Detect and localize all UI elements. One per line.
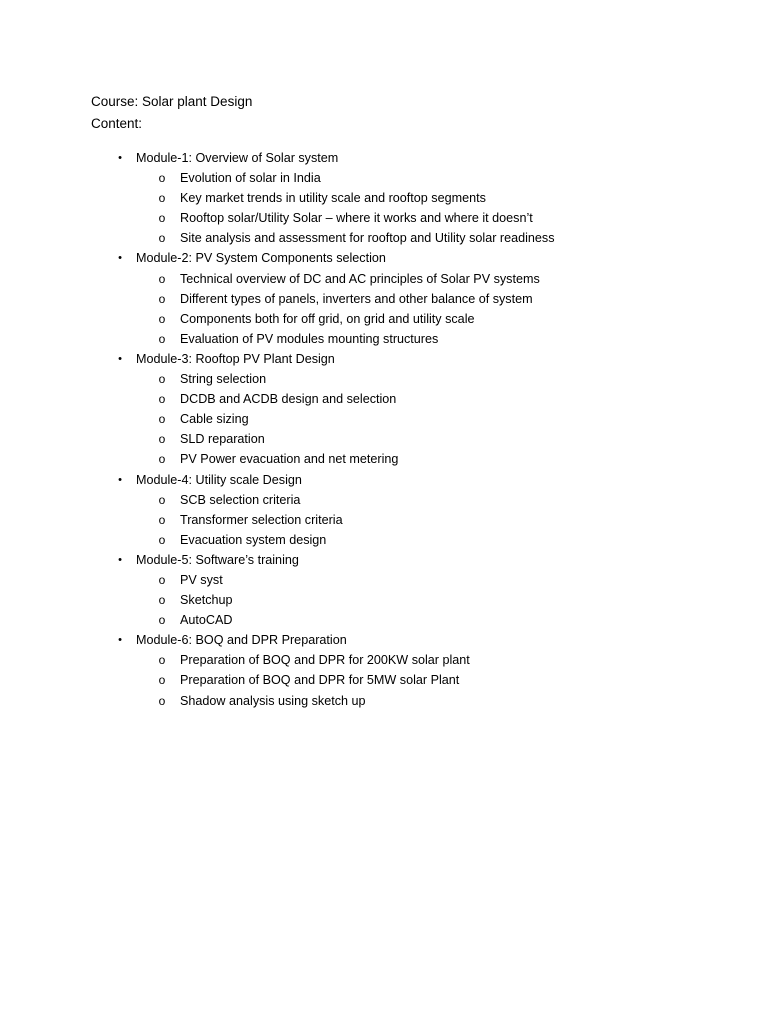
topic-label: PV syst — [180, 572, 223, 587]
topic-label: Technical overview of DC and AC principles of Solar PV systems — [180, 271, 540, 286]
circle-bullet-icon: o — [158, 392, 166, 407]
topic-item — [0, 269, 768, 289]
topic-label: Evaluation of PV modules mounting structures — [180, 331, 439, 346]
topic-label: Sketchup — [180, 593, 233, 608]
circle-bullet-icon: o — [158, 331, 166, 346]
topic-item — [0, 168, 768, 188]
topic-label: String selection — [180, 372, 267, 387]
topic-item — [0, 449, 768, 469]
topic-item — [0, 490, 768, 510]
module-item — [0, 470, 768, 490]
topic-label: Preparation of BOQ and DPR for 5MW solar Plant — [180, 673, 460, 688]
topic-item — [0, 369, 768, 389]
circle-bullet-icon: o — [158, 231, 166, 246]
circle-bullet-icon: o — [158, 572, 166, 587]
circle-bullet-icon: o — [158, 412, 166, 427]
module-outline — [0, 148, 768, 711]
topic-item — [0, 691, 768, 711]
circle-bullet-icon: o — [158, 693, 166, 708]
circle-bullet-icon: o — [158, 593, 166, 608]
module-title: Module-4: Utility scale Design — [136, 472, 302, 487]
topic-item — [0, 309, 768, 329]
bullet-icon: • — [118, 352, 122, 365]
topic-item — [0, 228, 768, 248]
module-item — [0, 349, 768, 369]
topic-label: Components both for off grid, on grid and utility scale — [180, 311, 475, 326]
circle-bullet-icon: o — [158, 492, 166, 507]
topic-label: Different types of panels, inverters and other balance of system — [180, 291, 533, 306]
module-item — [0, 630, 768, 650]
topic-item — [0, 650, 768, 670]
circle-bullet-icon: o — [158, 613, 166, 628]
topic-label: Cable sizing — [180, 412, 249, 427]
circle-bullet-icon: o — [158, 653, 166, 668]
module-title: Module-5: Software’s training — [136, 552, 299, 567]
topic-item — [0, 409, 768, 429]
topic-label: Transformer selection criteria — [180, 512, 343, 527]
topic-label: Rooftop solar/Utility Solar – where it works and where it doesn’t — [180, 211, 533, 226]
topic-item — [0, 670, 768, 690]
topic-item — [0, 610, 768, 630]
topic-item — [0, 530, 768, 550]
topic-label: Site analysis and assessment for rooftop and Utility solar readiness — [180, 231, 555, 246]
circle-bullet-icon: o — [158, 673, 166, 688]
bullet-icon: • — [118, 152, 122, 164]
topic-label: SLD reparation — [180, 432, 265, 447]
topic-label: DCDB and ACDB design and selection — [180, 392, 397, 407]
module-title: Module-2: PV System Components selection — [136, 251, 386, 266]
circle-bullet-icon: o — [158, 452, 166, 467]
circle-bullet-icon: o — [158, 271, 166, 286]
content-heading: Content: — [91, 116, 143, 131]
circle-bullet-icon: o — [158, 191, 166, 206]
topic-item — [0, 429, 768, 449]
module-title: Module-6: BOQ and DPR Preparation — [136, 633, 347, 648]
circle-bullet-icon: o — [158, 171, 166, 186]
topic-item — [0, 389, 768, 409]
bullet-icon: • — [118, 553, 122, 566]
topic-label: AutoCAD — [180, 613, 233, 628]
bullet-icon: • — [118, 634, 122, 647]
circle-bullet-icon: o — [158, 512, 166, 527]
course-title: Course: Solar plant Design — [91, 94, 253, 109]
circle-bullet-icon: o — [158, 532, 166, 547]
topic-label: Evolution of solar in India — [180, 171, 321, 186]
bullet-icon: • — [118, 252, 122, 265]
module-item — [0, 550, 768, 570]
topic-item — [0, 289, 768, 309]
topic-item — [0, 208, 768, 228]
topic-item — [0, 510, 768, 530]
topic-label: Key market trends in utility scale and rooftop segments — [180, 191, 486, 206]
topic-item — [0, 188, 768, 208]
circle-bullet-icon: o — [158, 211, 166, 226]
topic-label: PV Power evacuation and net metering — [180, 452, 399, 467]
bullet-icon: • — [118, 473, 122, 486]
module-title: Module-1: Overview of Solar system — [136, 151, 339, 165]
circle-bullet-icon: o — [158, 432, 166, 447]
topic-item — [0, 590, 768, 610]
circle-bullet-icon: o — [158, 311, 166, 326]
module-item — [0, 148, 768, 168]
circle-bullet-icon: o — [158, 291, 166, 306]
topic-item — [0, 570, 768, 590]
topic-label: Preparation of BOQ and DPR for 200KW solar plant — [180, 653, 470, 668]
module-item — [0, 248, 768, 268]
circle-bullet-icon: o — [158, 372, 166, 387]
topic-label: SCB selection criteria — [180, 492, 301, 507]
topic-label: Shadow analysis using sketch up — [180, 693, 366, 708]
module-title: Module-3: Rooftop PV Plant Design — [136, 351, 335, 366]
topic-item — [0, 329, 768, 349]
topic-label: Evacuation system design — [180, 532, 327, 547]
